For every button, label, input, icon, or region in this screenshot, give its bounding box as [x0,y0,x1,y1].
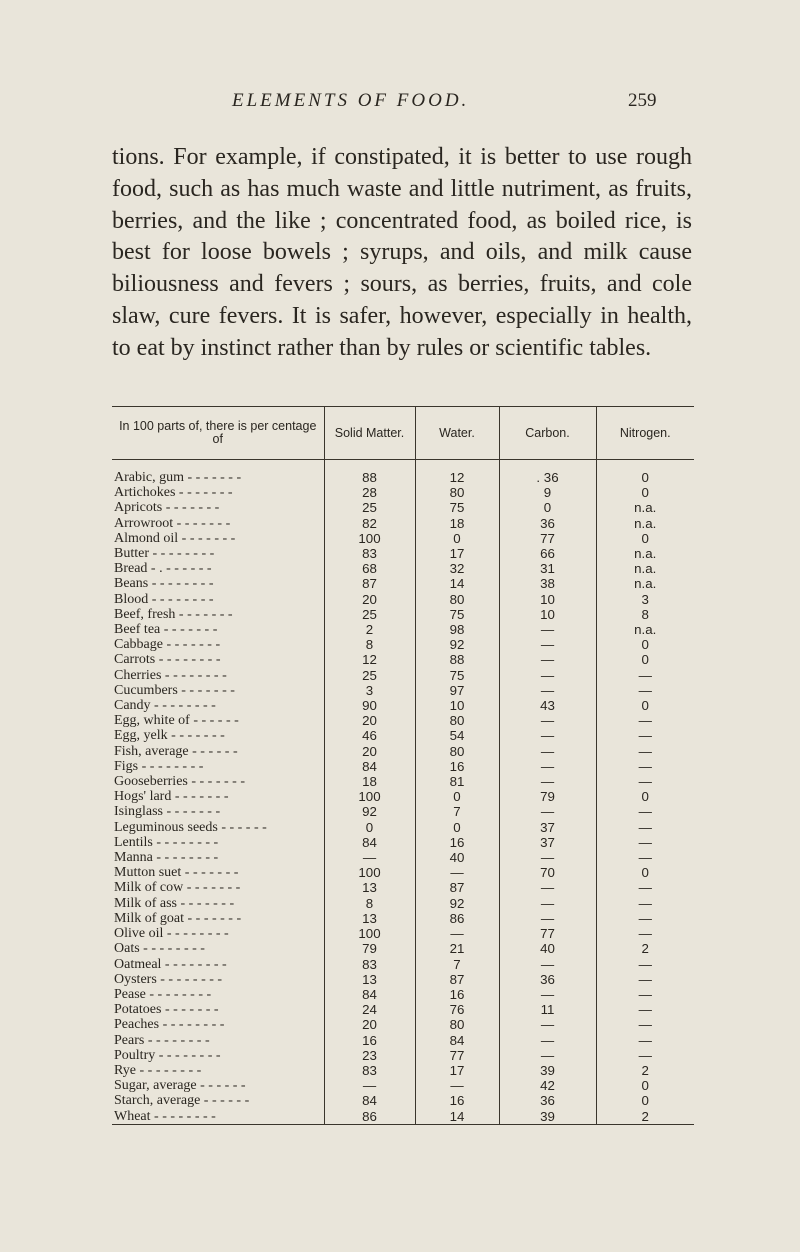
cell-food-name: Pease - - - - - - - - [114,986,212,1002]
cell-solid-matter: 23 [324,1048,415,1063]
cell-carbon: 38 [499,576,596,591]
table-row [112,987,694,1002]
table-row [112,896,694,911]
cell-nitrogen: 8 [596,607,694,622]
running-title: ELEMENTS OF FOOD. [232,90,470,111]
cell-water: 17 [415,1063,499,1078]
cell-carbon: 40 [499,941,596,956]
cell-food-name: Figs - - - - - - - - [114,758,204,774]
cell-water: 16 [415,1093,499,1108]
table-row [112,911,694,926]
cell-solid-matter: 100 [324,789,415,804]
cell-water: 81 [415,774,499,789]
column-header-water: Water. [415,407,499,460]
cell-water: 75 [415,668,499,683]
cell-carbon: — [499,774,596,789]
cell-water: 84 [415,1033,499,1048]
cell-carbon: 42 [499,1078,596,1093]
cell-solid-matter: 100 [324,865,415,880]
cell-nitrogen: — [596,1033,694,1048]
cell-water: 16 [415,759,499,774]
table-row [112,531,694,546]
cell-solid-matter: 68 [324,561,415,576]
table-row [112,1093,694,1108]
cell-solid-matter: 83 [324,957,415,972]
cell-nitrogen: — [596,1048,694,1063]
cell-food-name: Lentils - - - - - - - - [114,834,219,850]
table-row [112,652,694,667]
table-row [112,865,694,880]
cell-nitrogen: — [596,850,694,865]
cell-carbon: — [499,880,596,895]
cell-food-name: Carrots - - - - - - - - [114,652,221,668]
cell-food-name: Apricots - - - - - - - [114,500,220,516]
cell-solid-matter: 46 [324,728,415,743]
cell-solid-matter: 8 [324,637,415,652]
cell-food-name: Blood - - - - - - - - [114,591,214,607]
cell-food-name: Artichokes - - - - - - - [114,485,233,501]
cell-solid-matter: 88 [324,460,415,486]
cell-water: 75 [415,607,499,622]
cell-solid-matter: 16 [324,1033,415,1048]
table-row [112,1033,694,1048]
cell-nitrogen: 0 [596,1078,694,1093]
cell-food-name: Milk of ass - - - - - - - [114,895,235,911]
cell-solid-matter: 18 [324,774,415,789]
cell-water: 21 [415,941,499,956]
cell-carbon: — [499,728,596,743]
cell-carbon: 77 [499,531,596,546]
table-row [112,561,694,576]
cell-nitrogen: 3 [596,592,694,607]
cell-solid-matter: 13 [324,880,415,895]
cell-food-name: Wheat - - - - - - - - [112,1109,324,1125]
cell-water: 87 [415,880,499,895]
cell-nitrogen: 0 [596,460,694,486]
cell-carbon: 11 [499,1002,596,1017]
column-header-nitrogen: Nitrogen. [596,407,694,460]
cell-water: 18 [415,516,499,531]
cell-nitrogen: — [596,896,694,911]
cell-nitrogen: — [596,835,694,850]
cell-nitrogen: — [596,744,694,759]
cell-carbon: — [499,804,596,819]
table-row [112,820,694,835]
cell-food-name: Egg, yelk - - - - - - - [114,728,225,744]
cell-solid-matter: 0 [324,820,415,835]
cell-water: — [415,1078,499,1093]
table-row [112,500,694,515]
cell-nitrogen: — [596,774,694,789]
cell-food-name: Manna - - - - - - - - [114,850,219,866]
table-row [112,1017,694,1032]
cell-nitrogen: n.a. [596,500,694,515]
cell-food-name: Pears - - - - - - - - [114,1032,210,1048]
cell-carbon: 10 [499,607,596,622]
cell-carbon: — [499,622,596,637]
cell-solid-matter: 100 [324,531,415,546]
cell-water: 80 [415,485,499,500]
cell-water: 0 [415,820,499,835]
cell-carbon: 36 [499,1093,596,1108]
cell-water: 0 [415,789,499,804]
cell-nitrogen: 0 [596,531,694,546]
column-header-solid-matter: Solid Matter. [324,407,415,460]
cell-solid-matter: 12 [324,652,415,667]
cell-carbon: — [499,759,596,774]
cell-food-name: Cherries - - - - - - - - [114,667,227,683]
cell-solid-matter: 83 [324,546,415,561]
cell-food-name: Cucumbers - - - - - - - [114,682,235,698]
cell-nitrogen: 2 [596,1063,694,1078]
cell-carbon: — [499,911,596,926]
cell-solid-matter: 13 [324,911,415,926]
cell-solid-matter: 24 [324,1002,415,1017]
cell-water: 80 [415,744,499,759]
cell-nitrogen: — [596,987,694,1002]
cell-food-name: Olive oil - - - - - - - - [114,926,229,942]
cell-food-name: Milk of cow - - - - - - - [114,880,241,896]
table-row [112,622,694,637]
table-row [112,880,694,895]
cell-nitrogen: 0 [596,1093,694,1108]
table-row [112,789,694,804]
table-row [112,1063,694,1078]
cell-food-name: Egg, white of - - - - - - [114,713,239,729]
cell-nitrogen: n.a. [596,622,694,637]
table-row [112,516,694,531]
cell-nitrogen: 2 [596,941,694,956]
cell-carbon: — [499,1048,596,1063]
table-row [112,698,694,713]
cell-solid-matter: — [324,1078,415,1093]
cell-food-name: Poultry - - - - - - - - [114,1047,221,1063]
cell-carbon: — [499,1033,596,1048]
cell-nitrogen: — [596,926,694,941]
cell-food-name: Leguminous seeds - - - - - - [114,819,267,835]
cell-nitrogen: 0 [596,485,694,500]
cell-water: 87 [415,972,499,987]
page-header [0,90,800,120]
cell-nitrogen: — [596,880,694,895]
table-row [112,713,694,728]
food-composition-table [112,406,694,1125]
cell-food-name: Peaches - - - - - - - - [114,1017,225,1033]
table-body [112,460,694,1125]
table-row [112,957,694,972]
cell-nitrogen: 0 [596,652,694,667]
cell-water: 7 [415,804,499,819]
cell-food-name: Potatoes - - - - - - - [114,1002,219,1018]
cell-food-name: Oatmeal - - - - - - - - [114,956,227,972]
cell-nitrogen: 0 [596,698,694,713]
cell-water: 0 [415,531,499,546]
cell-carbon: 37 [499,820,596,835]
cell-carbon: 9 [499,485,596,500]
cell-nitrogen: n.a. [596,561,694,576]
table-row [112,1048,694,1063]
cell-water: 80 [415,592,499,607]
cell-food-name: Gooseberries - - - - - - - [114,774,245,790]
cell-water: 16 [415,835,499,850]
table-row [112,460,694,486]
cell-solid-matter: 90 [324,698,415,713]
cell-carbon: 36 [499,972,596,987]
cell-carbon: 79 [499,789,596,804]
cell-solid-matter: 13 [324,972,415,987]
cell-water: 75 [415,500,499,515]
table-row [112,804,694,819]
cell-nitrogen: — [596,972,694,987]
table-row [112,637,694,652]
table-row [112,576,694,591]
cell-solid-matter: 86 [324,1109,415,1125]
cell-nitrogen: — [596,759,694,774]
cell-solid-matter: 20 [324,1017,415,1032]
cell-solid-matter: — [324,850,415,865]
cell-water: — [415,926,499,941]
cell-water: 92 [415,896,499,911]
table-row [112,835,694,850]
cell-carbon: . 36 [499,460,596,486]
table-row [112,607,694,622]
cell-carbon: — [499,713,596,728]
cell-water: 16 [415,987,499,1002]
cell-carbon: 39 [499,1109,596,1125]
cell-carbon: 36 [499,516,596,531]
cell-food-name: Oysters - - - - - - - - [114,971,223,987]
cell-water: 80 [415,713,499,728]
table-row [112,592,694,607]
cell-carbon: 43 [499,698,596,713]
cell-solid-matter: 83 [324,1063,415,1078]
cell-water: 14 [415,1109,499,1125]
cell-carbon: 31 [499,561,596,576]
cell-solid-matter: 84 [324,835,415,850]
cell-food-name: Hogs' lard - - - - - - - [114,789,229,805]
cell-food-name: Almond oil - - - - - - - [114,530,236,546]
table-row [112,1109,694,1125]
cell-water: 97 [415,683,499,698]
cell-solid-matter: 25 [324,668,415,683]
cell-water: 17 [415,546,499,561]
cell-water: 86 [415,911,499,926]
cell-nitrogen: — [596,713,694,728]
cell-water: 80 [415,1017,499,1032]
cell-solid-matter: 20 [324,592,415,607]
cell-carbon: — [499,668,596,683]
cell-nitrogen: n.a. [596,546,694,561]
cell-nitrogen: — [596,1002,694,1017]
cell-carbon: — [499,850,596,865]
cell-nitrogen: 2 [596,1109,694,1125]
cell-carbon: — [499,1017,596,1032]
table-row [112,668,694,683]
cell-water: 98 [415,622,499,637]
cell-nitrogen: — [596,683,694,698]
cell-food-name: Milk of goat - - - - - - - [114,910,242,926]
table-row [112,926,694,941]
cell-nitrogen: — [596,957,694,972]
cell-carbon: — [499,637,596,652]
cell-solid-matter: 28 [324,485,415,500]
cell-nitrogen: — [596,911,694,926]
column-header-food: In 100 parts of, there is per centage of [112,407,324,460]
cell-food-name: Isinglass - - - - - - - [114,804,221,820]
cell-solid-matter: 2 [324,622,415,637]
cell-carbon: 66 [499,546,596,561]
cell-nitrogen: n.a. [596,576,694,591]
cell-solid-matter: 20 [324,713,415,728]
cell-solid-matter: 82 [324,516,415,531]
page-number: 259 [628,90,657,111]
table-row [112,546,694,561]
cell-carbon: 39 [499,1063,596,1078]
cell-carbon: 37 [499,835,596,850]
table-row [112,941,694,956]
cell-solid-matter: 84 [324,759,415,774]
table-row [112,683,694,698]
cell-nitrogen: — [596,728,694,743]
cell-nitrogen: — [596,1017,694,1032]
cell-food-name: Bread - . - - - - - - [114,561,212,577]
cell-food-name: Oats - - - - - - - - [114,941,205,957]
cell-solid-matter: 84 [324,987,415,1002]
cell-nitrogen: 0 [596,789,694,804]
column-header-carbon: Carbon. [499,407,596,460]
cell-water: 14 [415,576,499,591]
cell-solid-matter: 84 [324,1093,415,1108]
cell-food-name: Beef tea - - - - - - - [114,622,218,638]
cell-solid-matter: 100 [324,926,415,941]
cell-water: — [415,865,499,880]
cell-nitrogen: 0 [596,865,694,880]
cell-food-name: Beef, fresh - - - - - - - [114,606,233,622]
table-row [112,728,694,743]
cell-carbon: 77 [499,926,596,941]
cell-food-name: Starch, average - - - - - - [114,1093,250,1109]
table-row [112,774,694,789]
cell-solid-matter: 79 [324,941,415,956]
table-row [112,1078,694,1093]
cell-water: 76 [415,1002,499,1017]
table-header-row [112,407,694,460]
cell-carbon: — [499,957,596,972]
cell-carbon: 10 [499,592,596,607]
cell-food-name: Candy - - - - - - - - [114,698,216,714]
table-row [112,1002,694,1017]
cell-food-name: Beans - - - - - - - - [114,576,214,592]
cell-water: 32 [415,561,499,576]
body-paragraph: tions. For example, if constipated, it is better to use rough food, such as has much waste and little nutriment, as fruits, berries, and the like ; concentrated food, as boiled rice, is best for loose bowels ; syrups, and oils, and milk cause biliousness and fevers ; sours, as berries, fruits, and cole slaw, cure fevers. It is safer, however, especially in health, to eat by instinct rather than by rules or scientific tables. [112,144,692,361]
cell-water: 88 [415,652,499,667]
table-row [112,744,694,759]
cell-water: 92 [415,637,499,652]
cell-carbon: — [499,896,596,911]
cell-solid-matter: 3 [324,683,415,698]
table-row [112,972,694,987]
table-row [112,485,694,500]
cell-food-name: Arrowroot - - - - - - - [114,515,231,531]
cell-food-name: Mutton suet - - - - - - - [114,865,239,881]
cell-food-name: Cabbage - - - - - - - [114,637,221,653]
cell-carbon: 0 [499,500,596,515]
cell-water: 40 [415,850,499,865]
cell-solid-matter: 8 [324,896,415,911]
cell-carbon: — [499,744,596,759]
cell-food-name: Rye - - - - - - - - [114,1062,202,1078]
cell-food-name: Fish, average - - - - - - [114,743,238,759]
cell-food-name: Sugar, average - - - - - - [114,1078,246,1094]
table-row [112,850,694,865]
cell-solid-matter: 25 [324,607,415,622]
cell-nitrogen: n.a. [596,516,694,531]
cell-food-name: Arabic, gum - - - - - - - [114,470,242,485]
cell-carbon: — [499,683,596,698]
cell-carbon: — [499,652,596,667]
cell-water: 10 [415,698,499,713]
cell-water: 77 [415,1048,499,1063]
cell-water: 54 [415,728,499,743]
cell-nitrogen: 0 [596,637,694,652]
cell-solid-matter: 87 [324,576,415,591]
cell-solid-matter: 92 [324,804,415,819]
table-row [112,759,694,774]
cell-nitrogen: — [596,804,694,819]
cell-carbon: — [499,987,596,1002]
cell-nitrogen: — [596,668,694,683]
cell-water: 7 [415,957,499,972]
cell-nitrogen: — [596,820,694,835]
cell-carbon: 70 [499,865,596,880]
cell-solid-matter: 25 [324,500,415,515]
cell-food-name: Butter - - - - - - - - [114,546,215,562]
cell-water: 12 [415,460,499,486]
cell-solid-matter: 20 [324,744,415,759]
